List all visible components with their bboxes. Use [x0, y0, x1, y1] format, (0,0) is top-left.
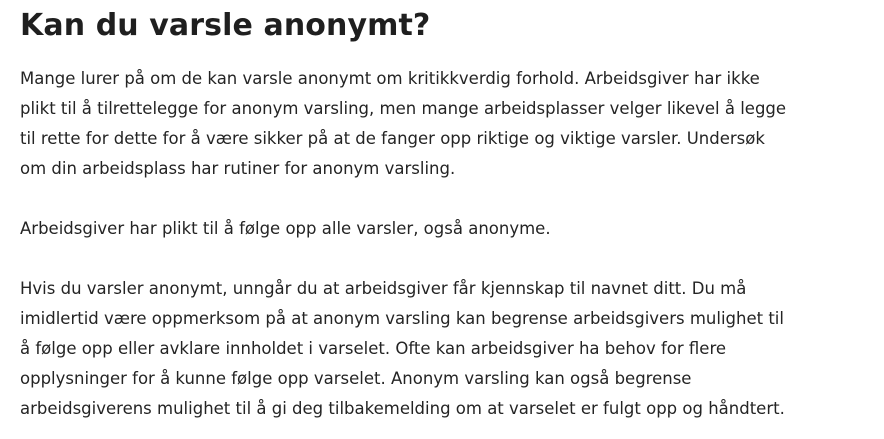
- paragraph-line: plikt til å tilrettelegge for anonym varsling, men mange arbeidsplasser velger likevel å legge: [20, 99, 787, 118]
- paragraph-line: til rette for dette for å være sikker på at de fanger opp riktige og viktige varsler. Undersøk: [20, 129, 765, 148]
- paragraph-2: [20, 214, 860, 244]
- paragraph-line: å følge opp eller avklare innholdet i varselet. Ofte kan arbeidsgiver ha behov for flere: [20, 339, 727, 358]
- paragraph-3: [20, 274, 860, 424]
- article-body: [20, 64, 860, 424]
- paragraph-1: [20, 64, 860, 184]
- paragraph-line: Hvis du varsler anonymt, unngår du at arbeidsgiver får kjennskap til navnet ditt. Du må: [20, 279, 747, 298]
- paragraph-line: Mange lurer på om de kan varsle anonymt om kritikkverdig forhold. Arbeidsgiver har ikke: [20, 69, 760, 88]
- paragraph-line: arbeidsgiverens mulighet til å gi deg tilbakemelding om at varselet er fulgt opp og håndtert.: [20, 399, 785, 418]
- paragraph-line: om din arbeidsplass har rutiner for anonym varsling.: [20, 159, 456, 178]
- page-title: Kan du varsle anonymt?: [20, 8, 431, 43]
- paragraph-line: imidlertid være oppmerksom på at anonym varsling kan begrense arbeidsgivers mulighet til: [20, 309, 784, 328]
- paragraph-line: Arbeidsgiver har plikt til å følge opp alle varsler, også anonyme.: [20, 219, 551, 238]
- paragraph-line: opplysninger for å kunne følge opp varselet. Anonym varsling kan også begrense: [20, 369, 692, 388]
